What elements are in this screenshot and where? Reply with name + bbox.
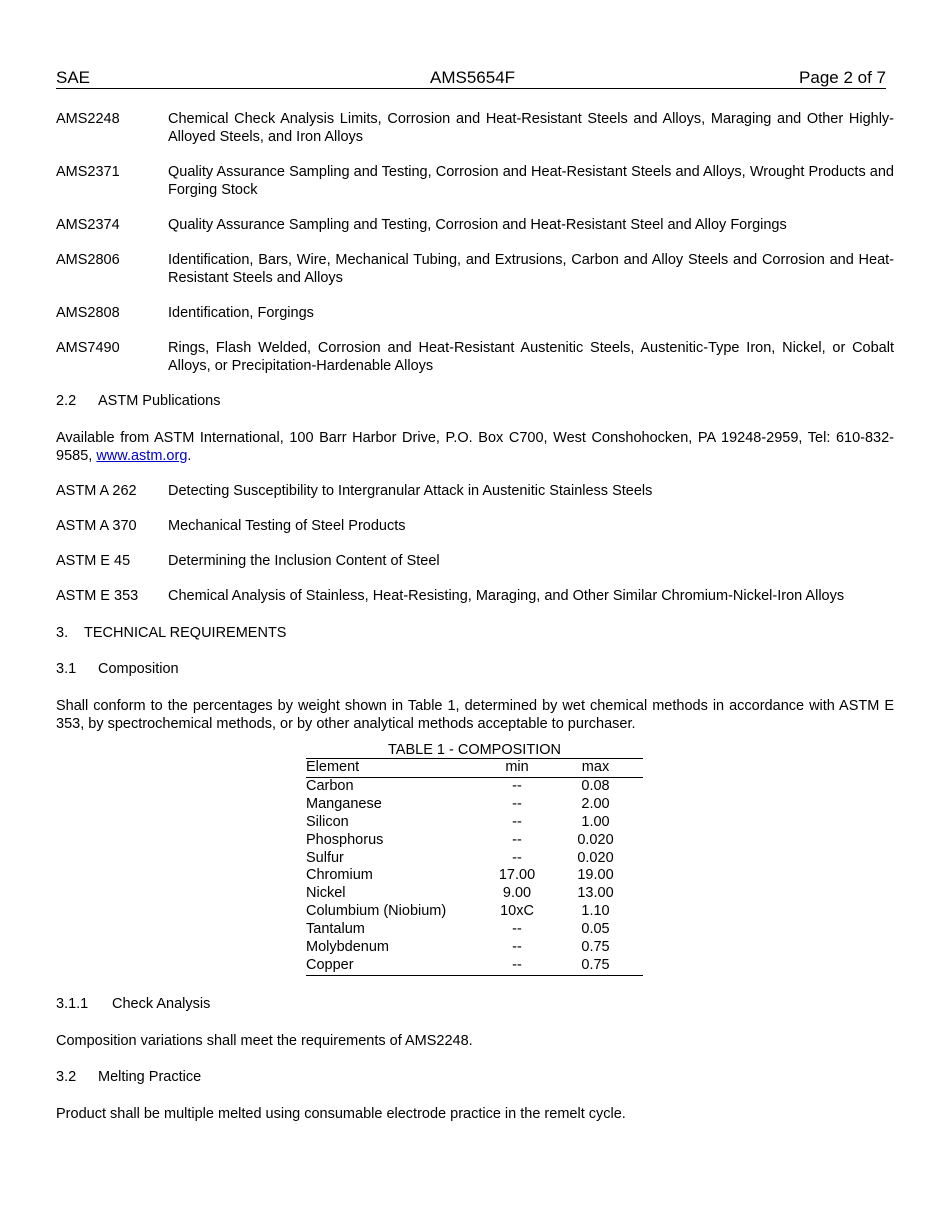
column-header-max: max [548,759,643,778]
cell-min: -- [512,795,522,812]
cell-min: 17.00 [498,867,536,884]
section-title: TECHNICAL REQUIREMENTS [84,625,287,641]
cell-min: -- [512,831,522,848]
cell-element: Chromium [306,867,373,884]
section-title: Check Analysis [112,995,211,1012]
table-row [306,939,643,957]
section-title: ASTM Publications [98,393,221,409]
section-heading-3-1-1 [56,995,894,1013]
table-header-row [306,759,643,778]
reference-title: Determining the Inclusion Content of Steel [168,553,440,569]
cell-element: Copper [306,957,486,975]
reference-entry [56,339,894,375]
cell-max: 0.05 [581,921,610,938]
header-org: SAE [56,68,91,87]
table-row [306,777,643,795]
reference-entry [56,587,894,605]
section-title: Melting Practice [98,1068,202,1085]
table-row [306,832,643,850]
reference-code: ASTM A 370 [56,518,137,534]
table-row [306,850,643,868]
header-doc-number: AMS5654F [430,68,516,87]
cell-element: Silicon [306,813,349,830]
section-number: 3. [56,625,69,641]
reference-entry [56,216,894,234]
reference-title: Quality Assurance Sampling and Testing, Corrosion and Heat-Resistant Steels and Alloys, Wrought Products and Forging Stock [168,164,894,198]
section-heading-3 [56,624,894,642]
reference-entry [56,552,894,570]
reference-entry [56,304,894,322]
column-header-element: Element [306,759,486,778]
cell-min: -- [512,813,522,830]
cell-element: Molybdenum [306,939,390,956]
reference-title: Identification, Forgings [168,305,314,321]
reference-title: Chemical Analysis of Stainless, Heat-Resisting, Maraging, and Other Similar Chromium-Nickel-Iron Alloys [168,588,845,604]
cell-max: 1.00 [581,813,610,830]
cell-max: 19.00 [577,867,614,884]
reference-code: AMS7490 [56,340,120,356]
cell-min: -- [512,849,522,866]
reference-entry [56,251,894,287]
header-page-number: Page 2 of 7 [799,68,886,87]
section-heading-3-2 [56,1068,894,1086]
reference-entry [56,110,894,146]
cell-element: Phosphorus [306,831,384,848]
cell-max: 2.00 [581,795,610,812]
reference-code: AMS2808 [56,305,120,321]
reference-title: Mechanical Testing of Steel Products [168,518,406,534]
cell-element: Sulfur [306,849,344,866]
cell-max: 1.10 [581,903,610,920]
reference-code: AMS2371 [56,164,120,180]
composition-paragraph: Shall conform to the percentages by weight shown in Table 1, determined by wet chemical methods in accordance with ASTM E 353, by spectrochemical methods, or by other analytical methods acceptable to purchaser. [56,698,894,732]
table-caption: TABLE 1 - COMPOSITION [388,742,561,758]
reference-code: ASTM E 353 [56,588,139,604]
section-number: 3.1 [56,661,77,677]
cell-max: 13.00 [577,885,614,902]
table-row [306,814,643,832]
cell-element: Nickel [306,885,346,902]
reference-entry [56,517,894,535]
melting-practice-paragraph: Product shall be multiple melted using consumable electrode practice in the remelt cycle. [56,1105,626,1122]
section-number: 3.2 [56,1068,77,1085]
reference-title: Quality Assurance Sampling and Testing, Corrosion and Heat-Resistant Steel and Alloy Forgings [168,217,787,233]
reference-entry [56,482,894,500]
table-row [306,921,643,939]
composition-table [306,758,643,976]
table-row [306,867,643,885]
astm-address-text: Available from ASTM International, 100 Barr Harbor Drive, P.O. Box C700, West Conshohocken, PA 19248-2959, Tel: 610-832-9585, [56,430,894,464]
astm-website-link[interactable]: www.astm.org [96,448,188,464]
table-row [306,957,643,975]
reference-code: AMS2374 [56,217,120,233]
cell-element: Manganese [306,795,382,812]
astm-address-end: . [187,448,192,464]
cell-max: 0.020 [577,831,614,848]
cell-max: 0.08 [581,777,610,794]
section-number: 3.1.1 [56,995,89,1012]
section-number: 2.2 [56,393,77,409]
check-analysis-paragraph: Composition variations shall meet the requirements of AMS2248. [56,1032,473,1049]
cell-max: 0.75 [581,939,610,956]
column-header-min: min [486,759,548,778]
cell-element: Tantalum [306,921,365,938]
reference-code: AMS2806 [56,252,120,268]
reference-code: ASTM A 262 [56,483,137,499]
reference-entry [56,163,894,199]
astm-availability-paragraph [56,429,894,465]
reference-code: AMS2248 [56,111,120,127]
reference-title: Identification, Bars, Wire, Mechanical Tubing, and Extrusions, Carbon and Alloy Steels and Corrosion and Heat-Resistant Steels and Alloys [168,252,894,286]
composition-table-block [306,742,643,976]
section-heading-2-2 [56,392,894,410]
reference-code: ASTM E 45 [56,553,131,569]
reference-title: Detecting Susceptibility to Intergranular Attack in Austenitic Stainless Steels [168,483,653,499]
cell-max: 0.020 [577,849,614,866]
reference-title: Chemical Check Analysis Limits, Corrosion and Heat-Resistant Steels and Alloys, Maraging and Other Highly-Alloyed Steels, and Iron Alloys [168,111,894,145]
reference-title: Rings, Flash Welded, Corrosion and Heat-Resistant Austenitic Steels, Austenitic-Type Iron, Nickel, or Cobalt Alloys, or Precipitation-Hardenable Alloys [168,340,894,374]
cell-min: -- [512,921,522,938]
cell-max: 0.75 [548,957,643,975]
cell-min: 10xC [500,903,534,920]
section-heading-3-1 [56,660,894,678]
table-row [306,885,643,903]
page-header [56,68,886,89]
cell-min: -- [486,957,548,975]
cell-element: Carbon [306,777,354,794]
cell-min: -- [512,777,522,794]
cell-element: Columbium (Niobium) [306,903,447,920]
table-row [306,796,643,814]
document-page [56,68,894,1123]
section-title: Composition [98,661,179,677]
cell-min: -- [512,939,522,956]
cell-min: 9.00 [502,885,532,902]
table-row [306,903,643,921]
